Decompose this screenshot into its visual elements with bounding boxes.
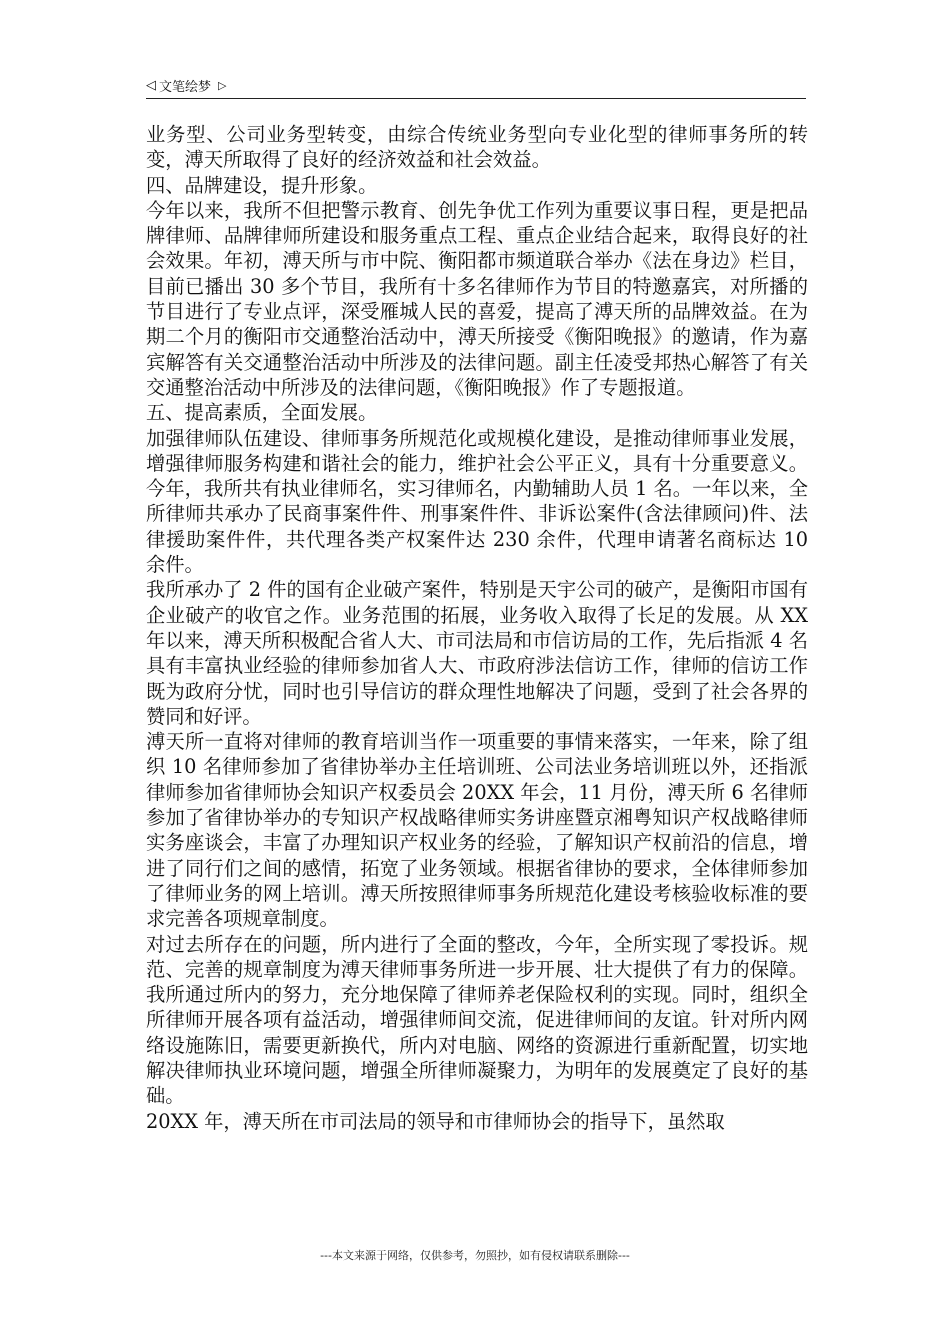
triangle-right-icon: ▷ [218, 79, 227, 92]
section-heading: 四、品牌建设，提升形象。 [146, 173, 378, 197]
paragraph: 我所承办了 2 件的国有企业破产案件，特别是天宇公司的破产，是衡阳市国有企业破产的收官之作。业务范围的拓展，业务收入取得了长足的发展。从 XX 年以来，溥天所积极配合省人大、市司法局和市信访局的工作，先后指派 4 名具有丰富执业经验的律师参加省人大、市政府涉法信访工作，律师的信访工作既为政府分忧，同时也引导信访的群众理性地解决了问题，受到了社会各界的赞同和好评。 [146, 578, 808, 728]
paragraph: 今年以来，我所不但把警示教育、创先争优工作列为重要议事日程，更是把品牌律师、品牌律师所建设和服务重点工程、重点企业结合起来，取得良好的社会效果。年初，溥天所与市中院、衡阳都市频道联合举办《法在身边》栏目，目前已播出 30 多个节目，我所有十多名律师作为节目的特邀嘉宾，对所播的节目进行了专业点评，深受雁城人民的喜爱，提高了溥天所的品牌效益。在为期二个月的衡阳市交通整治活动中，溥天所接受《衡阳晚报》的邀请，作为嘉宾解答有关交通整治活动中所涉及的法律问题。副主任凌受邦热心解答了有关交通整治活动中所涉及的法律问题，《衡阳晚报》作了专题报道。 [146, 198, 808, 399]
header-brand [146, 76, 226, 95]
paragraph: 20XX 年，溥天所在市司法局的领导和市律师协会的指导下，虽然取 [146, 1109, 725, 1133]
paragraph: 加强律师队伍建设、律师事务所规范化或规模化建设，是推动律师事业发展，增强律师服务构建和谐社会的能力，维护社会公平正义，具有十分重要意义。今年，我所共有执业律师名，实习律师名，内勤辅助人员 1 名。一年以来，全所律师共承办了民商事案件件、刑事案件件、非诉讼案件(含法律顾问)件、法律援助案件件，共代理各类产权案件达 230 余件，代理申请著名商标达 10 余件。 [146, 426, 808, 577]
triangle-left-icon: ◁ [146, 78, 156, 93]
page-footer-notice: ---本文来源于网络，仅供参考，勿照抄，如有侵权请联系删除--- [320, 1249, 630, 1262]
paragraph: 对过去所存在的问题，所内进行了全面的整改，今年，全所实现了零投诉。规范、完善的规章制度为溥天律师事务所进一步开展、壮大提供了有力的保障。我所通过所内的努力，充分地保障了律师养老保险权利的实现。同时，组织全所律师开展各项有益活动，增强律师间交流，促进律师间的友谊。针对所内网络设施陈旧，需要更新换代，所内对电脑、网络的资源进行重新配置，切实地解决律师执业环境问题，增强全所律师凝聚力，为明年的发展奠定了良好的基础。 [146, 932, 808, 1108]
section-heading: 五、提高素质，全面发展。 [146, 401, 378, 425]
paragraph: 溥天所一直将对律师的教育培训当作一项重要的事情来落实，一年来，除了组织 10 名律师参加了省律协举办主任培训班、公司法业务培训班以外，还指派律师参加省律师协会知识产权委员会 20XX 年会，11 月份，溥天所 6 名律师参加了省律协举办的专知识产权战略律师实务讲座暨京湘粤知识产权战略律师实务座谈会，丰富了办理知识产权业务的经验，了解知识产权前沿的信息，增进了同行们之间的感情，拓宽了业务领域。根据省律协的要求，全体律师参加了律师业务的网上培训。溥天所按照律师事务所规范化建设考核验收标准的要求完善各项规章制度。 [146, 730, 808, 931]
paragraph: 业务型、公司业务型转变，由综合传统业务型向专业化型的律师事务所的转变，溥天所取得了良好的经济效益和社会效益。 [146, 123, 808, 172]
brand-text: 文笔绘梦 [159, 80, 212, 95]
page-header [146, 74, 806, 99]
document-body [146, 122, 808, 1134]
